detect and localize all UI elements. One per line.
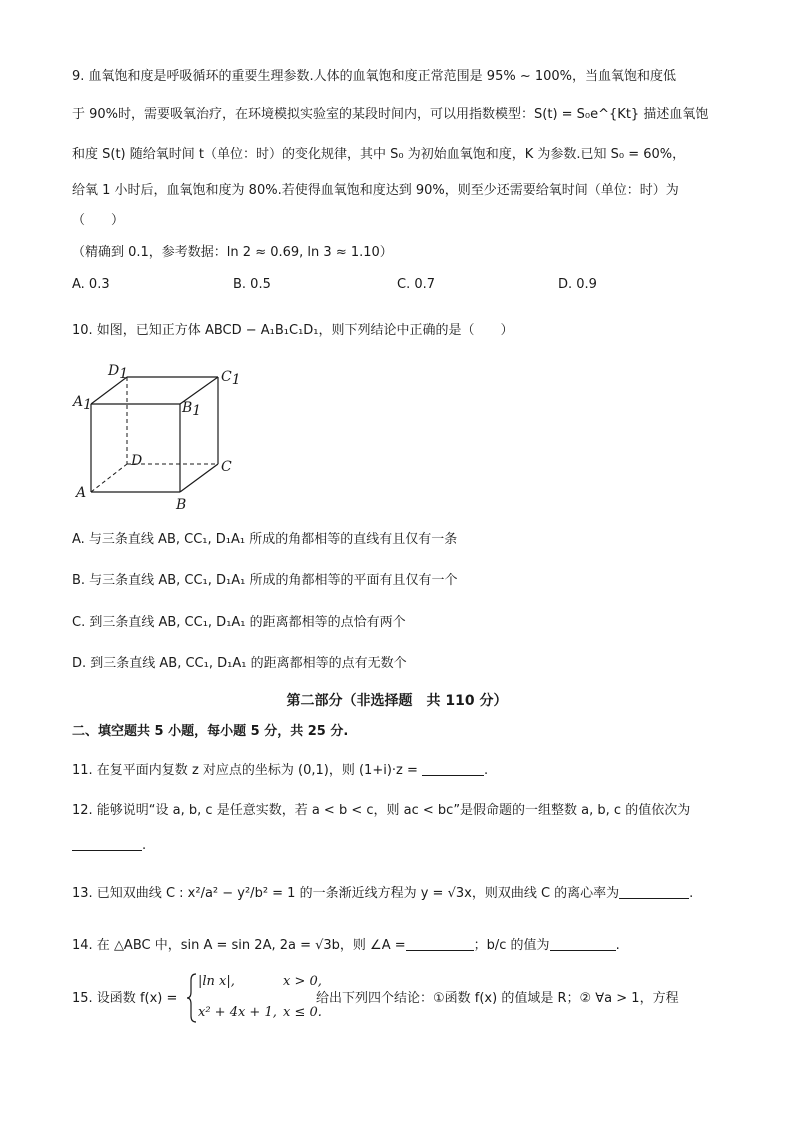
- q14-text: 14. 在 △ABC 中，sin A = sin 2A, 2a = √3b，则 ∠A =: [72, 938, 406, 953]
- label-c1: C1: [221, 369, 241, 388]
- q10-stem: 10. 如图，已知正方体 ABCD − A₁B₁C₁D₁，则下列结论中正确的是（ ）: [72, 323, 514, 338]
- q12-answer: [72, 836, 146, 855]
- q9-option-d: D. 0.9: [558, 277, 597, 292]
- q9-reference-data: （精确到 0.1，参考数据：ln 2 ≈ 0.69, ln 3 ≈ 1.10）: [72, 245, 393, 260]
- q9-option-c: C. 0.7: [397, 277, 436, 292]
- q14-answer-blank-1[interactable]: [406, 936, 474, 951]
- section2-title: 二、填空题共 5 小题，每小题 5 分，共 25 分.: [72, 724, 349, 739]
- q11: [72, 761, 488, 780]
- q12-text: 12. 能够说明“设 a, b, c 是任意实数，若 a < b < c，则 ac < bc”是假命题的一组整数 a, b, c 的值依次为: [72, 803, 691, 818]
- label-c: C: [221, 459, 232, 475]
- q13-end: .: [689, 886, 694, 901]
- q9-option-b: B. 0.5: [233, 277, 271, 292]
- edge-bc: [180, 464, 218, 492]
- q12-end: .: [142, 838, 147, 853]
- q9-line-1: 9. 血氧饱和度是呼吸循环的重要生理参数.人体的血氧饱和度正常范围是 95% ~ 100%，当血氧饱和度低: [72, 69, 677, 84]
- label-a: A: [76, 485, 87, 501]
- q11-end: .: [484, 763, 489, 778]
- q9-answer-bracket: （ ）: [72, 213, 125, 228]
- q15-prefix: 15. 设函数 f(x) =: [72, 991, 178, 1006]
- q13-answer-blank[interactable]: [619, 884, 689, 899]
- q9-line-3: 和度 S(t) 随给氧时间 t（单位：时）的变化规律，其中 S₀ 为初始血氧饱和度，K 为参数.已知 S₀ = 60%，: [72, 147, 686, 162]
- q15-case-2: x² + 4x + 1,: [198, 1005, 277, 1020]
- q14-answer-blank-2[interactable]: [550, 936, 616, 951]
- edge-ad-hidden: [91, 464, 127, 492]
- q15-case-1: |ln x|,: [198, 974, 235, 989]
- q15-cond-1: x > 0,: [283, 974, 322, 989]
- cube-figure: [70, 360, 250, 515]
- q12-answer-blank[interactable]: [72, 836, 142, 851]
- q10-option-c: C. 到三条直线 AB, CC₁, D₁A₁ 的距离都相等的点恰有两个: [72, 615, 406, 630]
- label-d1: D1: [108, 363, 129, 382]
- label-b: B: [176, 497, 187, 513]
- label-a1: A1: [73, 394, 93, 413]
- q13-text: 13. 已知双曲线 C : x²/a² − y²/b² = 1 的一条渐近线方程为 y = √3x，则双曲线 C 的离心率为: [72, 886, 620, 901]
- q13: [72, 884, 693, 903]
- q10-option-b: B. 与三条直线 AB, CC₁, D₁A₁ 所成的角都相等的平面有且仅有一个: [72, 573, 458, 588]
- label-b1: B1: [182, 400, 202, 419]
- q15-suffix: 给出下列四个结论：①函数 f(x) 的值域是 R；② ∀a > 1，方程: [316, 991, 679, 1006]
- q11-text: 11. 在复平面内复数 z 对应点的坐标为 (0,1)，则 (1+i)·z =: [72, 763, 418, 778]
- q9-option-a: A. 0.3: [72, 277, 110, 292]
- q11-answer-blank[interactable]: [422, 761, 484, 776]
- q14: [72, 936, 620, 955]
- part2-title: 第二部分（非选择题 共 110 分）: [286, 693, 508, 709]
- q14-mid: ；b/c 的值为: [473, 938, 550, 953]
- q9-line-2: 于 90%时，需要吸氧治疗，在环境模拟实验室的某段时间内，可以用指数模型：S(t) = S₀e^{Kt} 描述血氧饱: [72, 107, 709, 122]
- q10-option-d: D. 到三条直线 AB, CC₁, D₁A₁ 的距离都相等的点有无数个: [72, 656, 407, 671]
- label-d: D: [131, 453, 143, 469]
- piecewise-brace: [186, 972, 198, 1024]
- q15-cond-2: x ≤ 0.: [283, 1005, 322, 1020]
- q14-end: .: [615, 938, 620, 953]
- q9-line-4: 给氧 1 小时后，血氧饱和度为 80%.若使得血氧饱和度达到 90%，则至少还需要给氧时间（单位：时）为: [72, 183, 679, 198]
- q10-option-a: A. 与三条直线 AB, CC₁, D₁A₁ 所成的角都相等的直线有且仅有一条: [72, 532, 458, 547]
